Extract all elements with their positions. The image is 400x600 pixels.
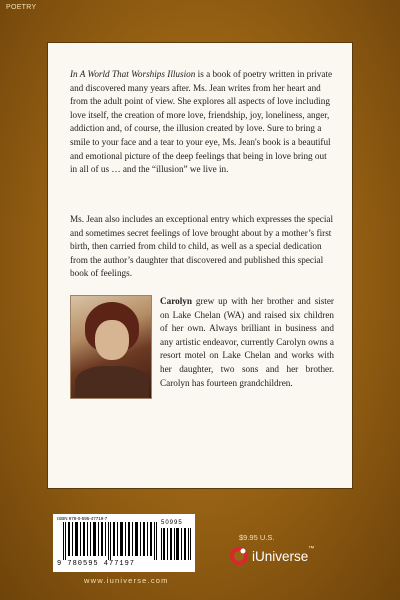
description-panel bbox=[47, 42, 353, 489]
publisher-logo bbox=[229, 546, 314, 566]
description-paragraph-1 bbox=[70, 68, 334, 177]
author-bio bbox=[160, 295, 334, 390]
price-label: $9.95 U.S. bbox=[239, 533, 275, 542]
barcode-bars-main bbox=[63, 522, 159, 560]
price-code: 50995 bbox=[161, 520, 183, 526]
publisher-url: www.iuniverse.com bbox=[84, 576, 169, 585]
description-paragraph-2: Ms. Jean also includes an exceptional entry which expresses the special and sometimes secret feelings of love brought about by a mother’s first birth, then carried from child to child, as well as a special dedication from the author’s daughter that discovered and published this special book of feelings. bbox=[70, 214, 334, 279]
author-photo bbox=[70, 295, 152, 399]
author-portrait-shoulders bbox=[75, 366, 149, 399]
description-paragraph-1-text: is a book of poetry written in private and discovered many years after. Ms. Jean writes from her heart and from the adult point of view. She explores all aspects of love including love itself, the creation of more love, friendship, joy, loneliness, anger, addiction and, of course, the illusion created by love. Sure to bring a smile to your face and a tear to your eye, Ms. Jean's book is a beautiful and emotional picture of the deep feelings that being in love bring out in all of us … and the “illusion” we live in. bbox=[70, 69, 333, 175]
genre-label: POETRY bbox=[6, 4, 37, 11]
isbn-barcode bbox=[53, 514, 195, 572]
isbn-label: ISBN 978-0-595-47719-7 bbox=[57, 516, 108, 521]
trademark-mark: ™ bbox=[308, 546, 315, 552]
publisher-name: iUniverse bbox=[252, 548, 309, 564]
author-name: Carolyn bbox=[160, 296, 192, 306]
isbn-digits: 9 780595 477197 bbox=[57, 560, 136, 568]
author-bio-text: grew up with her brother and sister on Lake Chelan (WA) and raised six children of her own. Always brilliant in business and any artistic endeavor, currently Carolyn owns a resort motel on Lake Chelan and works with her daughter, two sons and her brother. Carolyn has fourteen grandchildren. bbox=[160, 296, 334, 388]
iuniverse-logo-icon bbox=[229, 546, 249, 566]
barcode-bars-addon bbox=[161, 528, 191, 560]
book-title: In A World That Worships Illusion bbox=[70, 69, 196, 79]
author-portrait-face bbox=[95, 320, 129, 360]
